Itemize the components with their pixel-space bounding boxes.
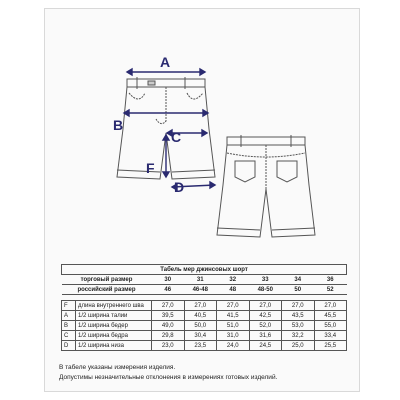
size-cell: 48	[217, 285, 250, 295]
size-cell: 32	[217, 275, 250, 285]
measure-value: 27,0	[217, 301, 250, 311]
label-a: A	[160, 54, 171, 70]
trade-size-row	[62, 275, 347, 285]
label-c: C	[171, 129, 182, 145]
measure-value: 31,6	[249, 331, 282, 341]
table-row	[62, 341, 347, 351]
measure-value: 49,0	[152, 321, 185, 331]
trade-size-label: торговый размер	[62, 275, 152, 285]
size-chart-sheet	[44, 8, 360, 392]
measure-value: 40,5	[184, 311, 217, 321]
size-cell: 48-50	[249, 285, 282, 295]
table-row	[62, 301, 347, 311]
back-pocket-right	[277, 161, 297, 182]
measure-value: 50,0	[184, 321, 217, 331]
measure-value: 25,5	[314, 341, 347, 351]
size-cell: 52	[314, 285, 347, 295]
note-line: В табеле указаны измерения изделия.	[59, 364, 176, 371]
measure-code: F	[62, 301, 76, 311]
size-cell: 33	[249, 275, 282, 285]
measure-name: 1/2 ширина талии	[76, 311, 152, 321]
size-cell: 46	[152, 285, 185, 295]
measure-value: 43,5	[282, 311, 315, 321]
size-cell: 30	[152, 275, 185, 285]
label-d: D	[174, 179, 185, 195]
measure-value: 52,0	[249, 321, 282, 331]
shorts-diagram	[45, 9, 361, 259]
ru-size-row	[62, 285, 347, 295]
measure-value: 31,0	[217, 331, 250, 341]
measure-value: 23,5	[184, 341, 217, 351]
front-button	[148, 81, 155, 85]
measure-code: D	[62, 341, 76, 351]
measure-value: 45,5	[314, 311, 347, 321]
size-cell: 50	[282, 285, 315, 295]
measure-value: 27,0	[314, 301, 347, 311]
size-cell: 31	[184, 275, 217, 285]
measure-name: длина внутреннего шва	[76, 301, 152, 311]
back-pocket-left	[235, 161, 255, 182]
table-row	[62, 311, 347, 321]
label-b: B	[113, 117, 124, 133]
table-title: Табель мер джинсовых шорт	[62, 265, 347, 275]
measure-value: 30,4	[184, 331, 217, 341]
measure-value: 27,0	[282, 301, 315, 311]
measure-code: C	[62, 331, 76, 341]
back-waistband	[227, 137, 305, 145]
ru-size-label: российский размер	[62, 285, 152, 295]
shorts-back-drawing	[217, 135, 315, 237]
size-cell: 36	[314, 275, 347, 285]
note-line: Допустимы незначительные отклонения в измерениях готовых изделий.	[59, 374, 278, 381]
measure-value: 24,5	[249, 341, 282, 351]
measure-code: A	[62, 311, 76, 321]
measure-value: 33,4	[314, 331, 347, 341]
measure-value: 27,0	[249, 301, 282, 311]
size-cell: 46-48	[184, 285, 217, 295]
size-cell: 34	[282, 275, 315, 285]
size-table	[61, 264, 347, 351]
measure-value: 55,0	[314, 321, 347, 331]
table-row	[62, 321, 347, 331]
measure-value: 23,0	[152, 341, 185, 351]
measure-value: 25,0	[282, 341, 315, 351]
measure-name: 1/2 ширина бедра	[76, 331, 152, 341]
table-row	[62, 331, 347, 341]
measure-value: 41,5	[217, 311, 250, 321]
measure-name: 1/2 ширина низа	[76, 341, 152, 351]
measure-value: 42,5	[249, 311, 282, 321]
measure-value: 39,5	[152, 311, 185, 321]
measure-name: 1/2 ширина бедер	[76, 321, 152, 331]
measure-value: 24,0	[217, 341, 250, 351]
front-waistband	[127, 79, 205, 87]
measure-value: 29,8	[152, 331, 185, 341]
measure-value: 27,0	[184, 301, 217, 311]
measure-value: 53,0	[282, 321, 315, 331]
notes	[59, 363, 355, 383]
measure-code: B	[62, 321, 76, 331]
label-f: F	[146, 160, 155, 176]
measure-value: 51,0	[217, 321, 250, 331]
measure-value: 32,2	[282, 331, 315, 341]
measure-value: 27,0	[152, 301, 185, 311]
